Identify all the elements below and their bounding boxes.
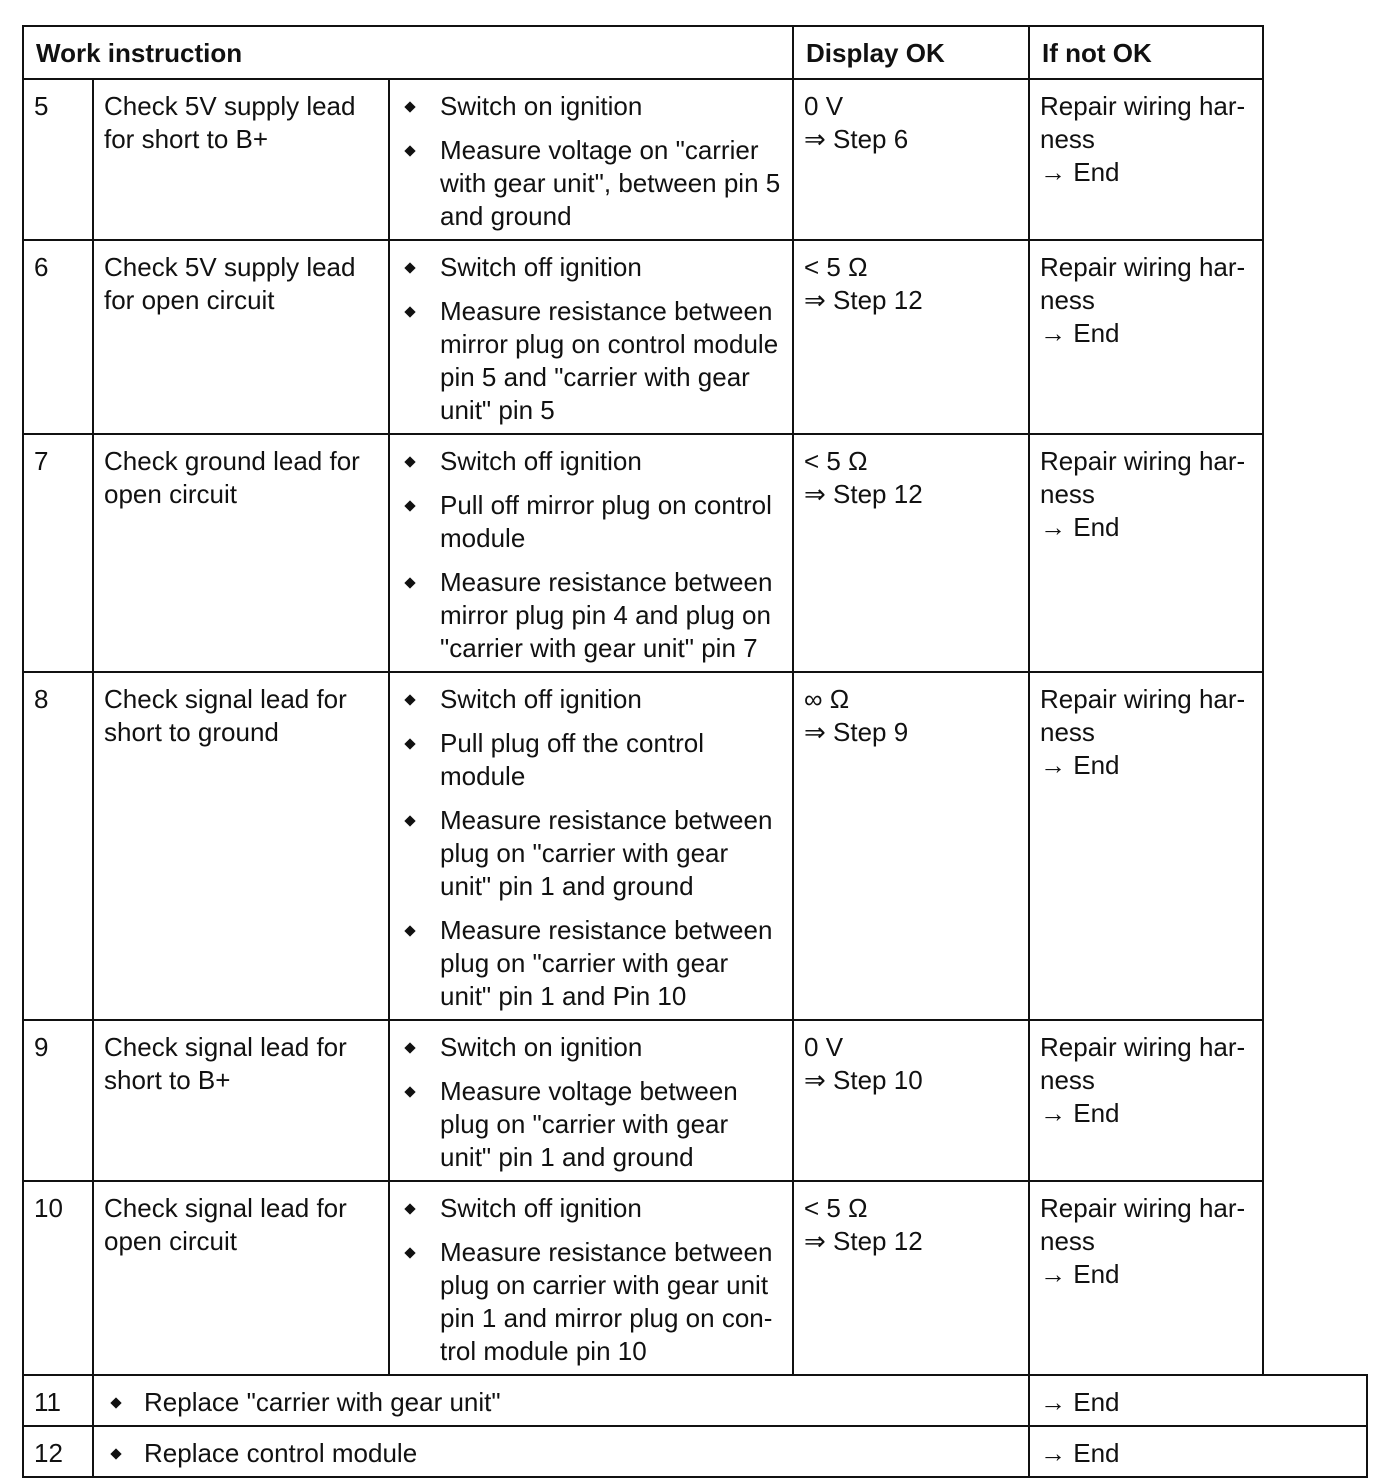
table-row	[23, 434, 1367, 672]
replacement-result: → End	[1029, 1375, 1367, 1426]
display-ok-cell	[793, 240, 1029, 434]
step-text: Switch off ignition	[440, 252, 642, 282]
step-number: 9	[23, 1020, 93, 1181]
step-number: 8	[23, 672, 93, 1020]
step-item	[400, 90, 782, 123]
bullet-diamond-icon	[404, 262, 415, 273]
bullet-diamond-icon	[404, 925, 415, 936]
check-description: Check 5V supply lead for short to B+	[93, 79, 389, 240]
replacement-action	[93, 1426, 1029, 1477]
bullet-diamond-icon	[404, 306, 415, 317]
bullet-diamond-icon	[110, 1397, 121, 1408]
step-item	[400, 683, 782, 716]
replacement-text: Replace "carrier with gear unit"	[144, 1387, 501, 1417]
display-ok-cell	[793, 1020, 1029, 1181]
work-instruction-table	[22, 25, 1368, 1478]
fail-next-step: → End	[1040, 750, 1120, 780]
if-not-ok-cell	[1029, 672, 1263, 1020]
step-text: Switch on ignition	[440, 91, 643, 121]
header-display-ok: Display OK	[793, 26, 1029, 79]
ok-value: ∞ Ω	[804, 684, 850, 714]
step-text: Switch off ignition	[440, 1193, 642, 1223]
table-body	[23, 79, 1367, 1477]
step-item	[400, 804, 782, 903]
step-item	[400, 727, 782, 793]
step-item	[400, 914, 782, 1013]
ok-next-step: ⇒ Step 12	[804, 479, 923, 509]
fail-action: Repair wiring har-ness	[1040, 1032, 1246, 1095]
procedure-steps	[389, 1020, 793, 1181]
step-number: 11	[23, 1375, 93, 1426]
step-list	[400, 251, 782, 427]
bullet-diamond-icon	[404, 577, 415, 588]
table-row	[23, 79, 1367, 240]
display-ok-cell	[793, 1181, 1029, 1375]
fail-next-step: → End	[1040, 318, 1120, 348]
step-number: 12	[23, 1426, 93, 1477]
step-item	[400, 134, 782, 233]
step-list	[400, 445, 782, 665]
ok-next-step: ⇒ Step 12	[804, 1226, 923, 1256]
header-if-not-ok: If not OK	[1029, 26, 1263, 79]
replacement-item	[104, 1386, 1018, 1419]
fail-action: Repair wiring har-ness	[1040, 684, 1246, 747]
bullet-diamond-icon	[404, 1203, 415, 1214]
step-text: Switch off ignition	[440, 684, 642, 714]
step-text: Measure resistance between mirror plug pin 4 and plug on "carrier with gear unit" pin 7	[440, 567, 773, 663]
bullet-diamond-icon	[404, 738, 415, 749]
bullet-diamond-icon	[404, 1042, 415, 1053]
check-description: Check ground lead for open circuit	[93, 434, 389, 672]
check-description: Check signal lead for short to B+	[93, 1020, 389, 1181]
ok-value: < 5 Ω	[804, 446, 868, 476]
replacement-item	[104, 1437, 1018, 1470]
step-list	[400, 90, 782, 233]
procedure-steps	[389, 1181, 793, 1375]
step-text: Pull plug off the control module	[440, 728, 705, 791]
fail-next-step: → End	[1040, 512, 1120, 542]
display-ok-cell	[793, 434, 1029, 672]
bullet-diamond-icon	[404, 694, 415, 705]
table-row	[23, 1020, 1367, 1181]
procedure-steps	[389, 240, 793, 434]
step-item	[400, 566, 782, 665]
fail-action: Repair wiring har-ness	[1040, 252, 1246, 315]
ok-next-step: ⇒ Step 6	[804, 124, 909, 154]
step-text: Switch on ignition	[440, 1032, 643, 1062]
step-text: Switch off ignition	[440, 446, 642, 476]
bullet-diamond-icon	[404, 1247, 415, 1258]
step-number: 7	[23, 434, 93, 672]
bullet-diamond-icon	[404, 145, 415, 156]
fail-action: Repair wiring har-ness	[1040, 91, 1246, 154]
procedure-steps	[389, 79, 793, 240]
if-not-ok-cell	[1029, 240, 1263, 434]
table-row	[23, 1426, 1367, 1477]
step-list	[400, 683, 782, 1013]
table-row	[23, 672, 1367, 1020]
if-not-ok-cell	[1029, 79, 1263, 240]
step-item	[400, 251, 782, 284]
step-text: Pull off mirror plug on control module	[440, 490, 772, 553]
if-not-ok-cell	[1029, 1020, 1263, 1181]
step-item	[400, 1031, 782, 1064]
step-list	[400, 1031, 782, 1174]
fail-action: Repair wiring har-ness	[1040, 1193, 1246, 1256]
step-text: Measure resistance between plug on "carrier with gear unit" pin 1 and Pin 10	[440, 915, 773, 1011]
ok-value: < 5 Ω	[804, 252, 868, 282]
fail-action: Repair wiring har-ness	[1040, 446, 1246, 509]
bullet-diamond-icon	[404, 1086, 415, 1097]
step-item	[400, 445, 782, 478]
table-row	[23, 240, 1367, 434]
step-item	[400, 1192, 782, 1225]
bullet-diamond-icon	[404, 456, 415, 467]
check-description: Check signal lead for open circuit	[93, 1181, 389, 1375]
step-item	[400, 489, 782, 555]
display-ok-cell	[793, 672, 1029, 1020]
table-row	[23, 1375, 1367, 1426]
step-number: 5	[23, 79, 93, 240]
step-item	[400, 1075, 782, 1174]
step-text: Measure resistance between plug on "carrier with gear unit" pin 1 and ground	[440, 805, 773, 901]
display-ok-cell	[793, 79, 1029, 240]
step-text: Measure resistance between mirror plug on control module pin 5 and "carrier with gear unit" pin 5	[440, 296, 779, 425]
ok-value: 0 V	[804, 91, 844, 121]
step-item	[400, 1236, 782, 1368]
header-work-instruction: Work instruction	[23, 26, 793, 79]
check-description: Check 5V supply lead for open circuit	[93, 240, 389, 434]
check-description: Check signal lead for short to ground	[93, 672, 389, 1020]
step-text: Measure voltage between plug on "carrier with gear unit" pin 1 and ground	[440, 1076, 738, 1172]
procedure-steps	[389, 672, 793, 1020]
replacement-result: → End	[1029, 1426, 1367, 1477]
table-row	[23, 1181, 1367, 1375]
bullet-diamond-icon	[404, 500, 415, 511]
step-item	[400, 295, 782, 427]
ok-next-step: ⇒ Step 12	[804, 285, 923, 315]
if-not-ok-cell	[1029, 1181, 1263, 1375]
step-text: Measure voltage on "carrier with gear unit", between pin 5 and ground	[440, 135, 781, 231]
step-number: 6	[23, 240, 93, 434]
step-list	[400, 1192, 782, 1368]
ok-value: < 5 Ω	[804, 1193, 868, 1223]
table-header-row	[23, 26, 1367, 79]
fail-next-step: → End	[1040, 1098, 1120, 1128]
bullet-diamond-icon	[404, 815, 415, 826]
step-text: Measure resistance between plug on carrier with gear unit pin 1 and mirror plug on con-trol module pin 10	[440, 1237, 773, 1366]
ok-value: 0 V	[804, 1032, 844, 1062]
replacement-text: Replace control module	[144, 1438, 418, 1468]
ok-next-step: ⇒ Step 9	[804, 717, 909, 747]
fail-next-step: → End	[1040, 157, 1120, 187]
fail-next-step: → End	[1040, 1259, 1120, 1289]
procedure-steps	[389, 434, 793, 672]
replacement-action	[93, 1375, 1029, 1426]
ok-next-step: ⇒ Step 10	[804, 1065, 923, 1095]
if-not-ok-cell	[1029, 434, 1263, 672]
bullet-diamond-icon	[404, 101, 415, 112]
step-number: 10	[23, 1181, 93, 1375]
bullet-diamond-icon	[110, 1448, 121, 1459]
